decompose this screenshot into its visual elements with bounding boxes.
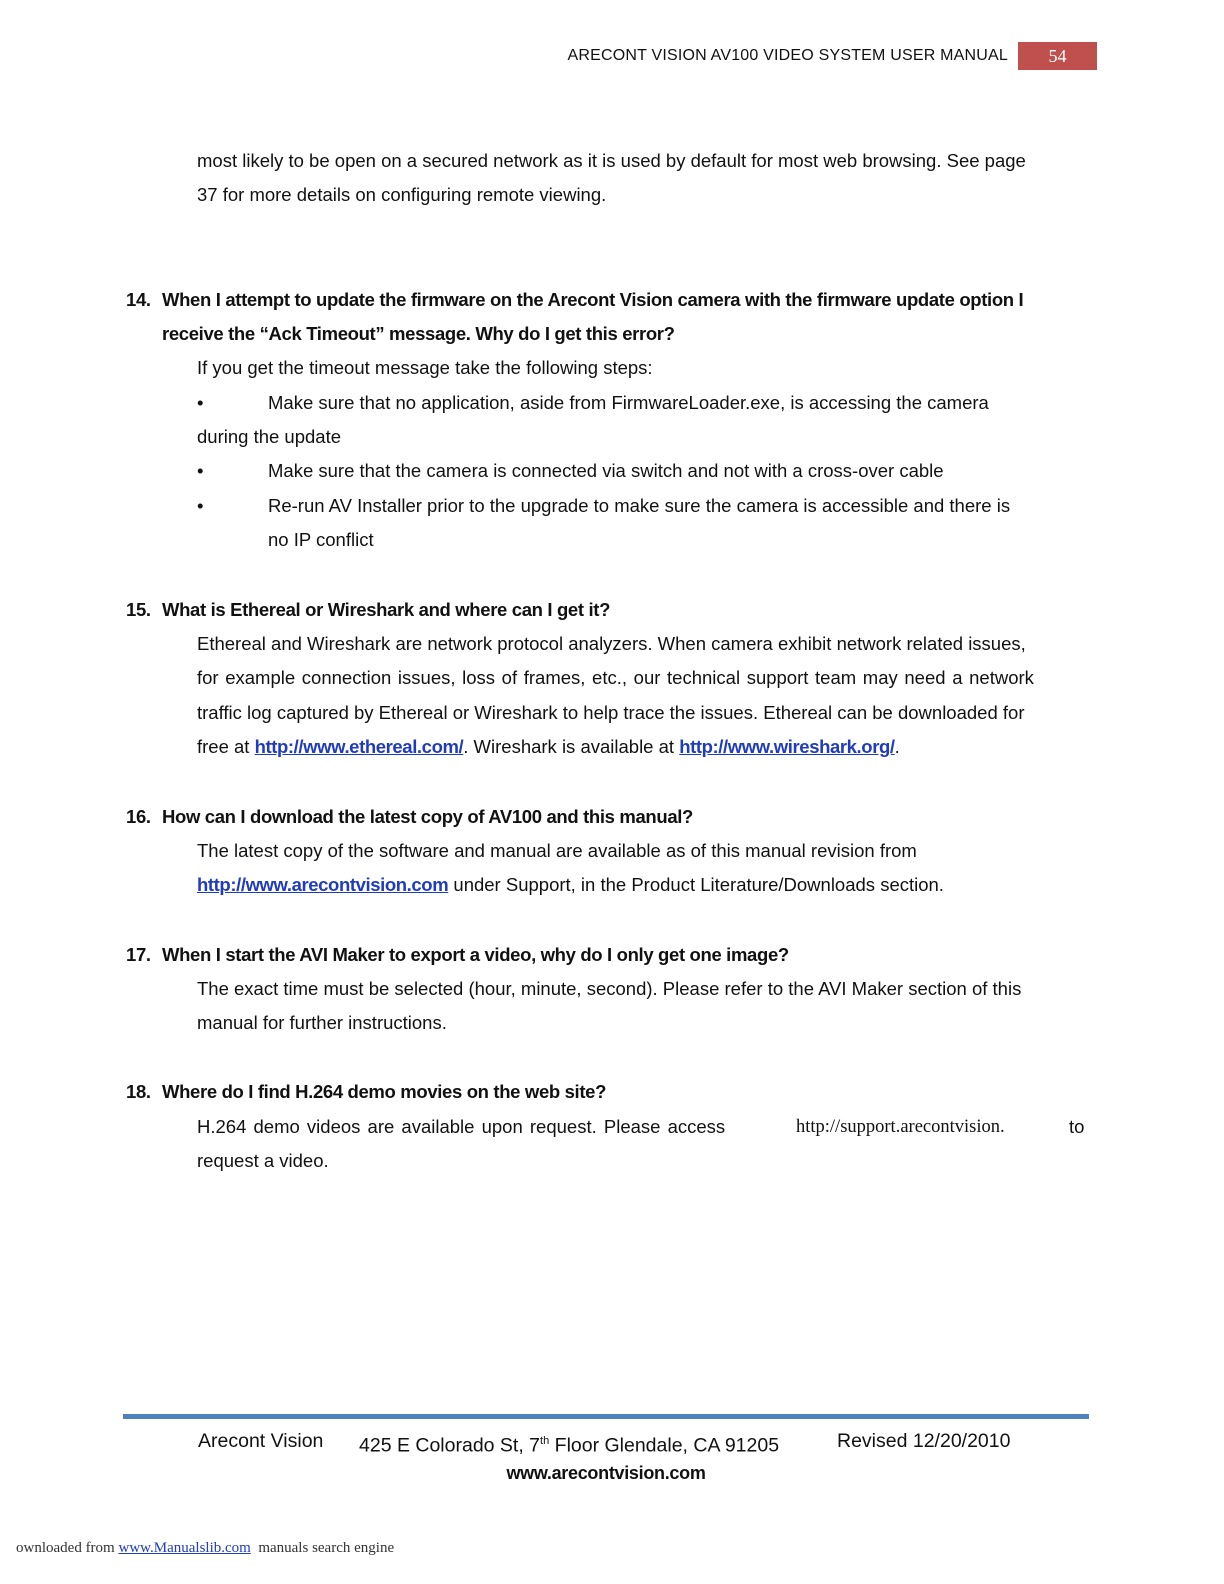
faq-14-intro: If you get the timeout message take the following steps:: [197, 357, 653, 378]
list-item-continuation: during the update: [197, 426, 342, 447]
footer-divider: [123, 1414, 1089, 1419]
faq-question-text: What is Ethereal or Wireshark and where can I get it?: [162, 599, 611, 620]
faq-number: 17.: [126, 944, 151, 965]
bullet-icon: •: [197, 460, 204, 481]
faq-number: 15.: [126, 599, 151, 620]
faq-18-line-2: request a video.: [197, 1150, 329, 1171]
text-span: to: [1069, 1116, 1085, 1137]
bullet-icon: •: [197, 495, 204, 516]
text-span: under Support, in the Product Literature/Downloads section.: [448, 874, 944, 895]
text-span: free at: [197, 736, 255, 757]
list-item-text: Make sure that the camera is connected via switch and not with a cross-over cable: [268, 460, 944, 481]
faq-17-line-1: The exact time must be selected (hour, minute, second). Please refer to the AVI Maker section of this: [197, 978, 1022, 999]
faq-17-line-2: manual for further instructions.: [197, 1012, 447, 1033]
bullet-icon: •: [197, 392, 204, 413]
faq-question-text: How can I download the latest copy of AV100 and this manual?: [162, 806, 694, 827]
faq-15-line-4: [197, 730, 1089, 764]
text-span: H.264 demo videos are available upon request. Please access: [197, 1116, 726, 1137]
page-number-badge: 54: [1018, 42, 1097, 70]
faq-number: 18.: [126, 1081, 151, 1102]
manualslib-link[interactable]: www.Manualslib.com: [118, 1540, 251, 1556]
faq-16-line-2: [197, 868, 1089, 902]
list-item-text: no IP conflict: [268, 529, 374, 550]
intro-line-2: 37 for more details on configuring remote viewing.: [197, 184, 607, 205]
faq-number: 14.: [126, 289, 151, 310]
faq-number: 16.: [126, 806, 151, 827]
faq-question-text: When I attempt to update the firmware on the Arecont Vision camera with the firmware update option I: [162, 289, 1024, 310]
intro-line-1: most likely to be open on a secured network as it is used by default for most web browsing. See page: [197, 150, 1026, 171]
running-header: ARECONT VISION AV100 VIDEO SYSTEM USER MANUAL: [567, 47, 1008, 64]
footer-website: www.arecontvision.com: [506, 1463, 706, 1483]
faq-question-text: receive the “Ack Timeout” message. Why do I get this error?: [162, 323, 675, 344]
faq-question-text: Where do I find H.264 demo movies on the web site?: [162, 1081, 607, 1102]
faq-15-line-1: Ethereal and Wireshark are network protocol analyzers. When camera exhibit network related issues,: [197, 633, 1026, 654]
faq-question-text: When I start the AVI Maker to export a video, why do I only get one image?: [162, 944, 789, 965]
text-span: ownloaded from: [16, 1540, 119, 1556]
arecontvision-link[interactable]: http://www.arecontvision.com: [197, 874, 449, 895]
list-item-text: Make sure that no application, aside from FirmwareLoader.exe, is accessing the camera: [268, 392, 989, 413]
support-url: http://support.arecontvision.: [796, 1117, 1005, 1137]
download-source-note: [16, 1540, 394, 1557]
wireshark-link[interactable]: http://www.wireshark.org/: [679, 736, 895, 757]
text-span: Floor Glendale, CA 91205: [549, 1434, 780, 1457]
faq-15-line-2: for example connection issues, loss of frames, etc., our technical support team may need a network: [197, 667, 1034, 688]
text-span: 425 E Colorado St, 7: [359, 1434, 541, 1457]
faq-15-line-3: traffic log captured by Ethereal or Wireshark to help trace the issues. Ethereal can be downloaded for: [197, 702, 1025, 723]
text-span: . Wireshark is available at: [463, 736, 680, 757]
footer-revised: Revised 12/20/2010: [837, 1430, 1011, 1452]
text-span: .: [894, 736, 900, 757]
superscript: th: [540, 1435, 550, 1447]
list-item-text: Re-run AV Installer prior to the upgrade to make sure the camera is accessible and there is: [268, 495, 1011, 516]
footer-company: Arecont Vision: [198, 1430, 324, 1452]
ethereal-link[interactable]: http://www.ethereal.com/: [254, 736, 464, 757]
footer-address: [359, 1428, 779, 1459]
text-span: manuals search engine: [250, 1540, 395, 1556]
faq-16-line-1: The latest copy of the software and manual are available as of this manual revision from: [197, 840, 917, 861]
